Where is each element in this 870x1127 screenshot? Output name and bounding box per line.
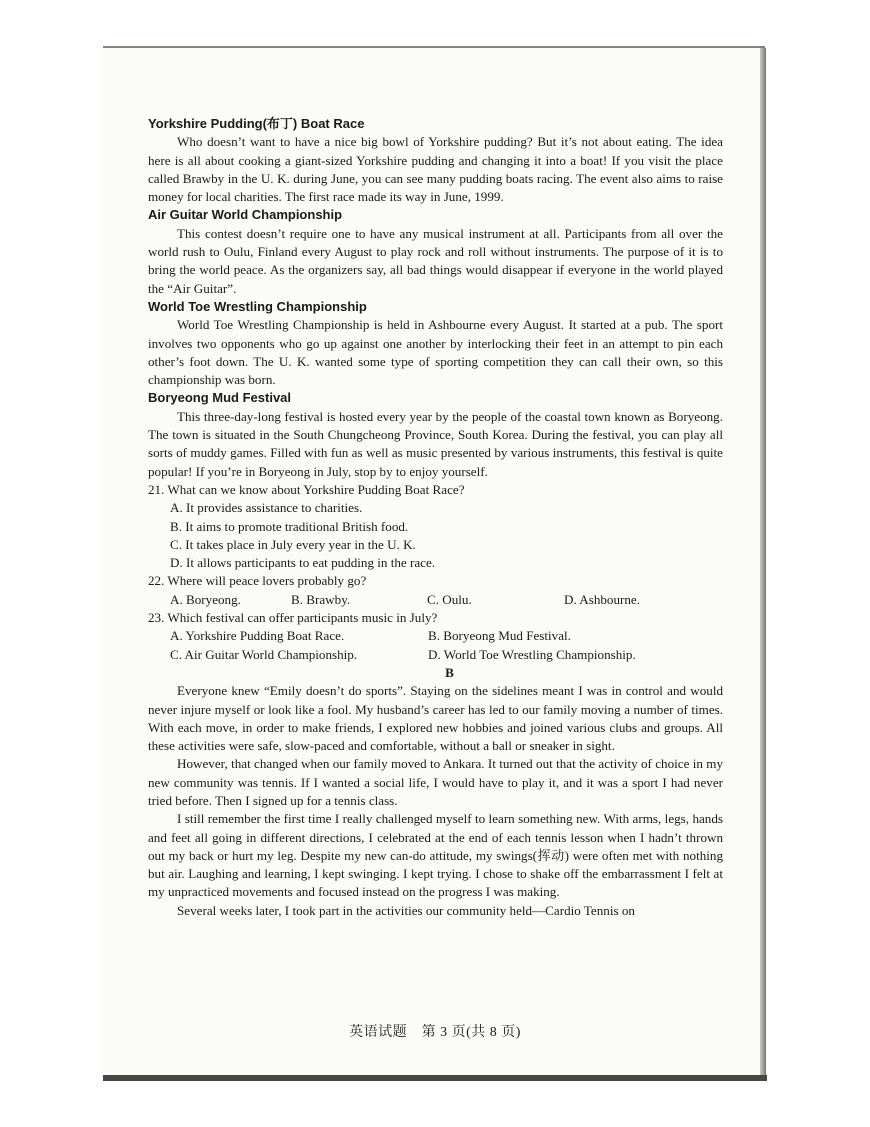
passage-b-paragraph: I still remember the first time I really challenged myself to learn something new. With arms, legs, hands and feet all going in different directions, I celebrated at the end of each tennis lesson when I hadn’t thrown out my back or hurt my leg. Despite my new can-do attitude, my swings(挥动) were often met with nothing but air. Laughing and learning, I kept swinging. I kept trying. I chose to shake off the embarrassment I felt at my unpracticed movements and focused instead on the progress I was making. <box>148 811 723 900</box>
question-21-option-d: D. It allows participants to eat pudding in the race. <box>170 555 436 571</box>
page-content <box>148 115 723 920</box>
question-23-option-a: A. Yorkshire Pudding Boat Race. <box>170 628 345 644</box>
section-heading-toe-wrestling: World Toe Wrestling Championship <box>148 298 367 314</box>
section-heading-mud-festival: Boryeong Mud Festival <box>148 390 292 406</box>
passage-b-paragraph: Several weeks later, I took part in the activities our community held—Cardio Tennis on <box>177 902 635 918</box>
section-body-toe-wrestling: World Toe Wrestling Championship is held in Ashbourne every August. It started at a pub. The sport involves two opponents who go up against one another by interlocking their feet in an attempt to pin each other’s foot down. The U. K. wanted some type of sporting competition they can call their own, so this championship was born. <box>148 317 723 388</box>
question-22-options <box>148 591 723 609</box>
question-22-option-b: B. Brawby. <box>291 591 351 607</box>
question-23-option-b: B. Boryeong Mud Festival. <box>428 628 571 644</box>
passage-b-paragraph: However, that changed when our family moved to Ankara. It turned out that the activity of choice in my new community was tennis. If I wanted a social life, I would have to play it, and it was a sport I had never tried before. Then I signed up for a tennis class. <box>148 756 723 808</box>
section-body-mud-festival: This three-day-long festival is hosted every year by the people of the coastal town known as Boryeong. The town is situated in the South Chungcheong Province, South Korea. During the festival, you can play all sorts of muddy games. Filled with fun as well as music presented by various instruments, this festival is quite popular! If you’re in Boryeong in July, stop by to enjoy yourself. <box>148 408 723 479</box>
question-22-option-c: C. Oulu. <box>427 591 472 607</box>
passage-b-label: B <box>445 664 454 680</box>
question-23-stem: 23. Which festival can offer participants music in July? <box>148 610 438 626</box>
section-heading-air-guitar: Air Guitar World Championship <box>148 207 343 223</box>
page-right-edge <box>760 48 766 1078</box>
question-22-option-a: A. Boryeong. <box>170 591 241 607</box>
question-23-options <box>148 627 723 664</box>
question-22-option-d: D. Ashbourne. <box>564 591 641 607</box>
section-body-yorkshire: Who doesn’t want to have a nice big bowl of Yorkshire pudding? But it’s not about eating. The idea here is all about cooking a giant-sized Yorkshire pudding and changing it into a boat! If you visit the place called Brawby in the U. K. during June, you can see many pudding boats racing. The event also aims to raise money for local charities. The first race made its way in June, 1999. <box>148 134 723 205</box>
question-21-option-b: B. It aims to promote traditional British food. <box>170 518 409 534</box>
section-body-air-guitar: This contest doesn’t require one to have any musical instrument at all. Participants from all over the world rush to Oulu, Finland every August to play rock and roll without instruments. The purpose of it is to bring the world peace. As the organizers say, all bad things would disappear if everyone in the world played the “Air Guitar”. <box>148 225 723 296</box>
section-heading-yorkshire: Yorkshire Pudding(布丁) Boat Race <box>148 116 365 131</box>
question-22-stem: 22. Where will peace lovers probably go? <box>148 573 367 589</box>
question-23-option-c: C. Air Guitar World Championship. <box>170 646 358 662</box>
question-23-option-d: D. World Toe Wrestling Championship. <box>428 646 636 662</box>
question-21-stem: 21. What can we know about Yorkshire Pudding Boat Race? <box>148 481 465 497</box>
question-21-option-a: A. It provides assistance to charities. <box>170 500 363 516</box>
page-footer: 英语试题 第 3 页(共 8 页) <box>349 1025 521 1040</box>
question-21-option-c: C. It takes place in July every year in the U. K. <box>170 536 416 552</box>
page-top-edge <box>103 46 765 48</box>
page-bottom-edge <box>103 1075 767 1081</box>
passage-b-paragraph: Everyone knew “Emily doesn’t do sports”. Staying on the sidelines meant I was in control and would never injure myself or look like a fool. My husband’s career has led to our family moving a number of times. With each move, in order to make friends, I explored new hobbies and joined various clubs and groups. All these activities were safe, slow-paced and comfortable, without a ball or sneaker in sight. <box>148 683 723 754</box>
